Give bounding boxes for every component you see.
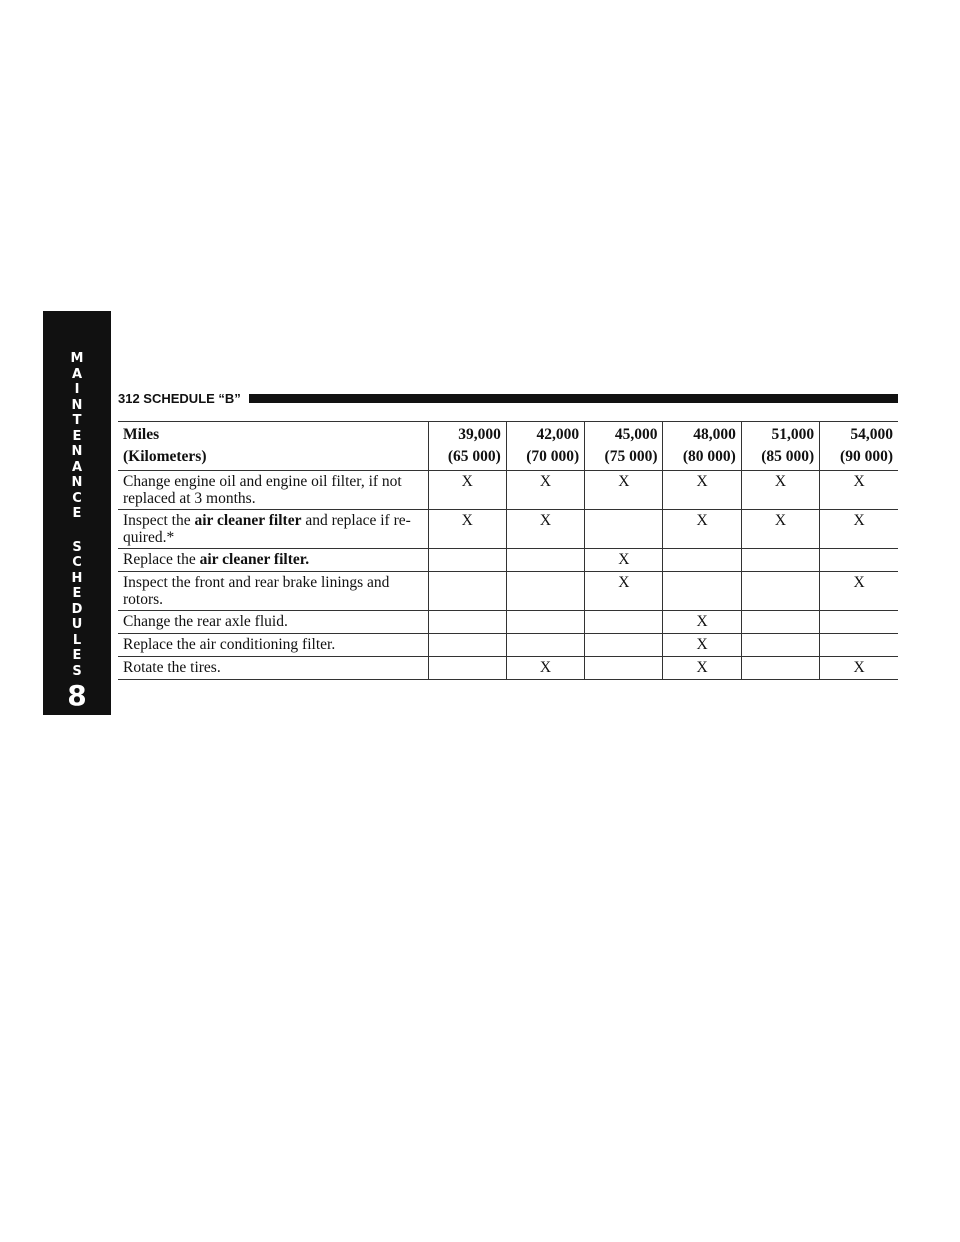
side-letter: E xyxy=(72,506,82,521)
maintenance-task xyxy=(118,510,428,549)
header-rule xyxy=(249,394,898,403)
service-mark xyxy=(585,657,663,680)
header-km: (90 000) xyxy=(840,448,893,465)
task-text-pre: Change the rear axle fluid. xyxy=(123,613,288,630)
column-header xyxy=(428,422,506,471)
table-header-row xyxy=(118,422,898,471)
maintenance-task xyxy=(118,549,428,572)
side-letter: L xyxy=(72,632,82,648)
table-row xyxy=(118,510,898,549)
task-text-pre: Change engine oil and engine oil filter, if not replaced at 3 months. xyxy=(123,473,402,507)
service-mark xyxy=(506,572,584,611)
service-mark: X xyxy=(585,471,663,510)
service-mark xyxy=(820,611,898,634)
header-km-label: (Kilometers) xyxy=(123,448,207,465)
header-km: (70 000) xyxy=(526,448,580,465)
task-text-pre: Inspect the front and rear brake linings and rotors. xyxy=(123,574,390,608)
service-mark xyxy=(663,549,741,572)
side-letter: A xyxy=(71,459,83,475)
table-row xyxy=(118,657,898,680)
chapter-side-tab xyxy=(43,311,111,715)
task-text-pre: Inspect the xyxy=(123,512,195,529)
chapter-number: 8 xyxy=(67,679,87,712)
header-miles: 51,000 xyxy=(771,426,815,443)
header-km: (75 000) xyxy=(604,448,658,465)
header-miles-label: Miles xyxy=(123,426,160,443)
table-row xyxy=(118,549,898,572)
service-mark xyxy=(820,549,898,572)
task-text-pre: Replace the air conditioning filter. xyxy=(123,636,336,653)
header-miles: 45,000 xyxy=(614,426,658,443)
service-mark xyxy=(506,549,584,572)
maintenance-task xyxy=(118,572,428,611)
table-row xyxy=(118,471,898,510)
column-header xyxy=(820,422,898,471)
page-header xyxy=(118,390,898,406)
maintenance-task xyxy=(118,657,428,680)
maintenance-task xyxy=(118,471,428,510)
header-miles: 39,000 xyxy=(458,426,501,443)
task-text-pre: Rotate the tires. xyxy=(123,659,221,676)
table-row xyxy=(118,611,898,634)
service-mark xyxy=(741,634,819,657)
side-letter: S xyxy=(72,539,82,555)
column-header xyxy=(663,422,741,471)
maintenance-task xyxy=(118,611,428,634)
service-mark: X xyxy=(741,510,819,549)
service-mark: X xyxy=(820,471,898,510)
column-header-interval xyxy=(118,422,428,471)
service-mark xyxy=(428,611,506,634)
service-mark xyxy=(428,572,506,611)
side-letter: M xyxy=(70,351,84,366)
side-letter: E xyxy=(72,586,82,601)
service-mark: X xyxy=(741,471,819,510)
service-mark xyxy=(741,611,819,634)
side-letter: H xyxy=(71,570,83,586)
header-km: (65 000) xyxy=(447,448,501,465)
table-row xyxy=(118,634,898,657)
service-mark: X xyxy=(428,471,506,510)
side-letter: E xyxy=(72,428,82,444)
service-mark xyxy=(820,634,898,657)
side-letter: E xyxy=(72,648,82,663)
maintenance-task xyxy=(118,634,428,657)
column-header xyxy=(506,422,584,471)
service-mark: X xyxy=(663,471,741,510)
side-letter: C xyxy=(72,555,82,570)
service-mark: X xyxy=(820,510,898,549)
service-mark xyxy=(428,657,506,680)
side-letter: N xyxy=(71,444,83,459)
chapter-title-vertical xyxy=(67,351,87,679)
service-mark xyxy=(741,549,819,572)
service-mark: X xyxy=(663,510,741,549)
service-mark xyxy=(741,572,819,611)
table-body xyxy=(118,471,898,680)
task-text-bold: air cleaner filter. xyxy=(199,551,310,568)
service-mark: X xyxy=(585,549,663,572)
service-mark: X xyxy=(663,611,741,634)
service-mark: X xyxy=(820,572,898,611)
maintenance-schedule-table xyxy=(118,421,898,680)
side-letter: D xyxy=(71,601,83,617)
service-mark: X xyxy=(506,510,584,549)
service-mark: X xyxy=(506,657,584,680)
page-header-title: 312 SCHEDULE “B” xyxy=(118,390,241,406)
service-mark xyxy=(585,634,663,657)
header-km: (85 000) xyxy=(761,448,815,465)
side-letter-gap xyxy=(67,522,87,540)
side-letter: N xyxy=(71,397,83,413)
table-row xyxy=(118,572,898,611)
task-text-post: and replace if re-quired.* xyxy=(123,512,411,546)
service-mark xyxy=(663,572,741,611)
service-mark: X xyxy=(663,657,741,680)
side-letter: S xyxy=(72,663,82,679)
service-mark: X xyxy=(506,471,584,510)
service-mark: X xyxy=(585,572,663,611)
side-letter: I xyxy=(74,382,80,397)
side-letter: C xyxy=(72,490,82,506)
header-km: (80 000) xyxy=(682,448,736,465)
side-letter: T xyxy=(72,413,82,428)
service-mark xyxy=(506,634,584,657)
service-mark xyxy=(428,549,506,572)
task-text-pre: Replace the xyxy=(123,551,200,568)
service-mark: X xyxy=(428,510,506,549)
side-letter: N xyxy=(71,475,83,490)
service-mark xyxy=(428,634,506,657)
side-letter: A xyxy=(71,366,83,382)
service-mark xyxy=(585,510,663,549)
column-header xyxy=(585,422,663,471)
task-text-bold: air cleaner filter xyxy=(194,512,302,529)
side-letter: U xyxy=(71,617,83,632)
header-miles: 42,000 xyxy=(536,426,580,443)
service-mark: X xyxy=(663,634,741,657)
service-mark xyxy=(506,611,584,634)
header-miles: 54,000 xyxy=(850,426,893,443)
service-mark: X xyxy=(820,657,898,680)
header-miles: 48,000 xyxy=(693,426,736,443)
service-mark xyxy=(585,611,663,634)
column-header xyxy=(741,422,819,471)
service-mark xyxy=(741,657,819,680)
